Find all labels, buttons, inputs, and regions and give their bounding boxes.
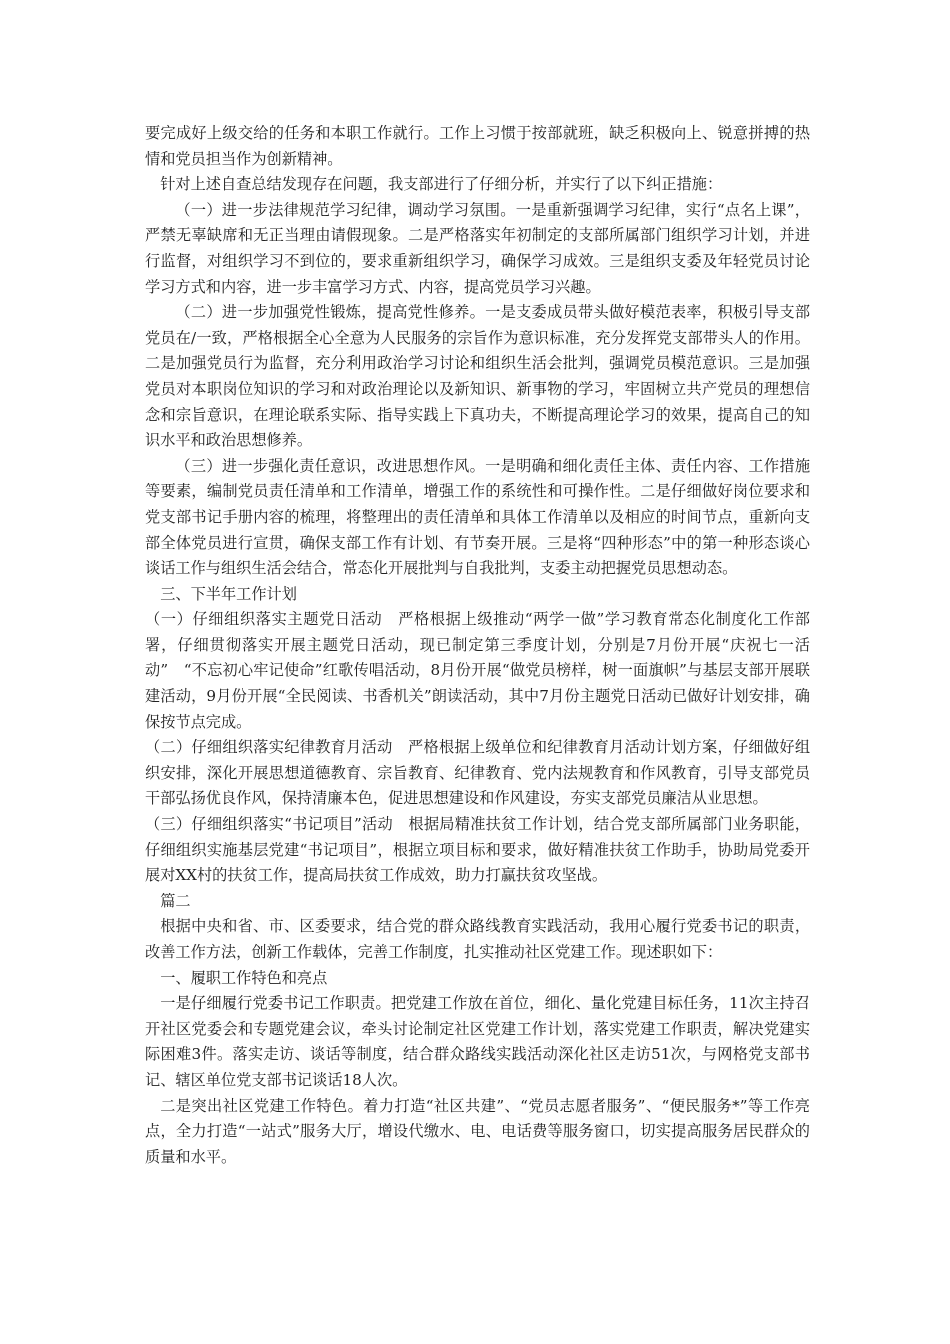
section-heading-highlights: 一、履职工作特色和亮点	[160, 968, 328, 987]
paragraph-1: 要完成好上级交给的任务和本职工作就行。工作上习惯于按部就班，缺乏积极向上、锐意拼搏的热情和党员担当作为创新精神。	[145, 124, 810, 168]
paragraph-9: （三）仔细组织落实“书记项目”活动 根据局精准扶贫工作计划，结合党支部所属部门业务职能，仔细组织实施基层党建“书记项目”，根据立项目标和要求，做好精准扶贫工作助手，协助局党委开展对XX村的扶贫工作，提高局扶贫工作成效，助力打赢扶贫攻坚战。	[145, 815, 810, 885]
section-heading-plan: 三、下半年工作计划	[160, 584, 297, 603]
paragraph-7: （一）仔细组织落实主题党日活动 严格根据上级推动“两学一做”学习教育常态化制度化工作部署，仔细贯彻落实开展主题党日活动，现已制定第三季度计划，分别是7月份开展“庆祝七一活动” “不忘初心牢记使命”红歌传唱活动，8月份开展“做党员榜样，树一面旗帜”与基层支部开展联建活动，9月份开展“全民阅读、书香机关”朗读活动，其中7月份主题党日活动已做好计划安排，确保按节点完成。	[145, 610, 810, 731]
paragraph-11: 根据中央和省、市、区委要求，结合党的群众路线教育实践活动，我用心履行党委书记的职责，改善工作方法，创新工作载体，完善工作制度，扎实推动社区党建工作。现述职如下：	[145, 917, 810, 961]
paragraph-4: （二）进一步加强党性锻炼，提高党性修养。一是支委成员带头做好模范表率，积极引导支部党员在/一致，严格根据全心全意为人民服务的宗旨作为意识标准，充分发挥党支部带头人的作用。二是加强党员行为监督，充分利用政治学习讨论和组织生活会批判，强调党员模范意识。三是加强党员对本职岗位知识的学习和对政治理论以及新知识、新事物的学习，牢固树立共产党员的理想信念和宗旨意识，在理论联系实际、指导实践上下真功夫，不断提高理论学习的效果，提高自己的知识水平和政治思想修养。	[145, 303, 810, 450]
paragraph-3: （一）进一步法律规范学习纪律，调动学习氛围。一是重新强调学习纪律，实行“点名上课”，严禁无辜缺席和无正当理由请假现象。二是严格落实年初制定的支部所属部门组织学习计划，并进行监督，对组织学习不到位的，要求重新组织学习，确保学习成效。三是组织支委及年轻党员讨论学习方式和内容，进一步丰富学习方式、内容，提高党员学习兴趣。	[145, 200, 810, 296]
paragraph-2: 针对上述自查总结发现存在问题，我支部进行了仔细分析，并实行了以下纠正措施：	[160, 175, 723, 194]
document-page	[145, 121, 810, 1170]
paragraph-5: （三）进一步强化责任意识，改进思想作风。一是明确和细化责任主体、责任内容、工作措施等要素，编制党员责任清单和工作清单，增强工作的系统性和可操作性。二是仔细做好岗位要求和党支部书记手册内容的梳理，将整理出的责任清单和具体工作清单以及相应的时间节点，重新向支部全体党员进行宣贯，确保支部工作有计划、有节奏开展。三是将“四种形态”中的第一种形态谈心谈话工作与组织生活会结合，常态化开展批判与自我批判，支委主动把握党员思想动态。	[145, 456, 810, 578]
section-heading-part-two: 篇二	[160, 891, 191, 910]
paragraph-14: 二是突出社区党建工作特色。着力打造“社区共建”、“党员志愿者服务”、“便民服务*”等工作亮点，全力打造“一站式”服务大厅，增设代缴水、电、电话费等服务窗口，切实提高服务居民群众的质量和水平。	[145, 1096, 810, 1166]
paragraph-13: 一是仔细履行党委书记工作职责。把党建工作放在首位，细化、量化党建目标任务，11次主持召开社区党委会和专题党建会议，牵头讨论制定社区党建工作计划，落实党建工作职责，解决党建实际困难3件。落实走访、谈话等制度，结合群众路线实践活动深化社区走访51次，与网格党支部书记、辖区单位党支部书记谈话18人次。	[145, 994, 810, 1089]
paragraph-8: （二）仔细组织落实纪律教育月活动 严格根据上级单位和纪律教育月活动计划方案，仔细做好组织安排，深化开展思想道德教育、宗旨教育、纪律教育、党内法规教育和作风教育，引导支部党员干部弘扬优良作风，保持清廉本色，促进思想建设和作风建设，夯实支部党员廉洁从业思想。	[145, 738, 810, 808]
